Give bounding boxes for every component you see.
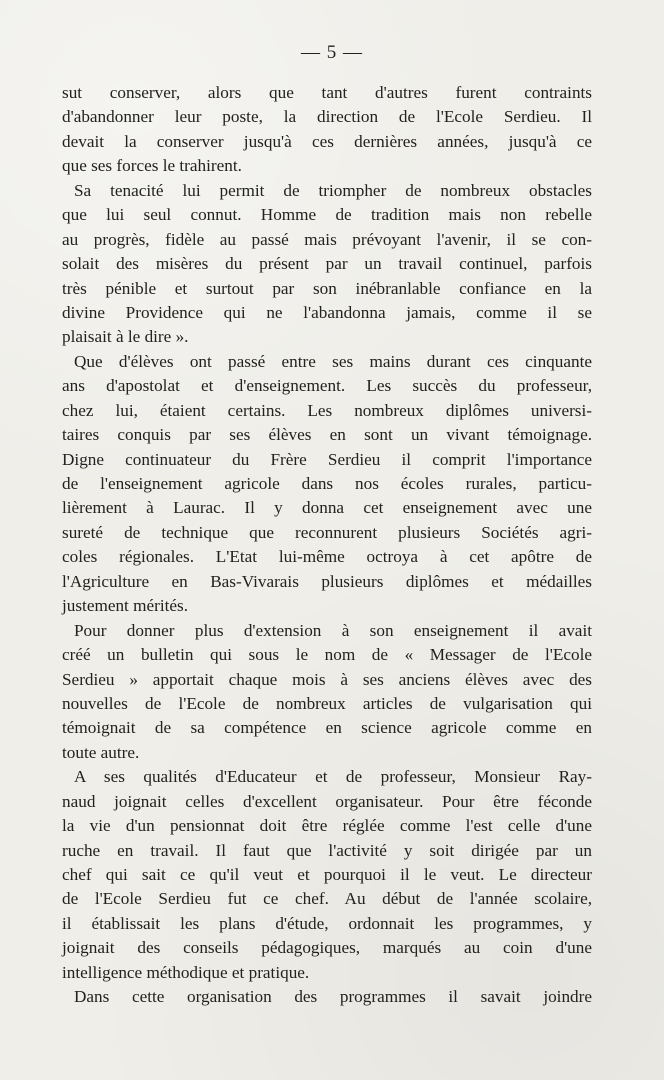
text-line: lièrement à Laurac. Il y donna cet enseignement avec une	[62, 498, 592, 518]
text-line: chef qui sait ce qu'il veut et pourquoi il le veut. Le directeur	[62, 865, 592, 884]
text-line: très pénible et surtout par son inébranlable confiance en la	[62, 278, 592, 298]
text-line: la vie d'un pensionnat doit être réglée comme l'est celle d'une	[62, 816, 592, 836]
text-line: Que d'élèves ont passé entre ses mains durant ces cinquante	[74, 351, 592, 371]
text-line: que lui seul connut. Homme de tradition mais non rebelle	[62, 205, 592, 225]
text-line: Digne continuateur du Frère Serdieu il comprit l'importance	[62, 449, 592, 469]
text-line: l'Agriculture en Bas-Vivarais plusieurs diplômes et médailles	[62, 571, 592, 591]
text-line: ans d'apostolat et d'enseignement. Les succès du professeur,	[62, 376, 592, 396]
text-line: Pour donner plus d'extension à son enseignement il avait	[74, 620, 592, 640]
body-text	[62, 81, 592, 1010]
text-line: témoignait de sa compétence en science agricole comme en	[62, 718, 592, 738]
text-line: il établissait les plans d'étude, ordonnait les programmes, y	[62, 913, 592, 933]
text-line: Dans cette organisation des programmes il savait joindre	[74, 987, 592, 1007]
text-line: A ses qualités d'Educateur et de professeur, Monsieur Ray-	[74, 767, 592, 787]
text-line: Sa tenacité lui permit de triompher de nombreux obstacles	[74, 180, 592, 200]
text-line: Serdieu » apportait chaque mois à ses anciens élèves avec des	[62, 669, 592, 689]
text-line: sureté de technique que reconnurent plusieurs Sociétés agri-	[62, 522, 592, 542]
text-line: divine Providence qui ne l'abandonna jamais, comme il se	[62, 302, 592, 322]
text-line: nouvelles de l'Ecole de nombreux articles de vulgarisation qui	[62, 693, 592, 713]
text-line: intelligence méthodique et pratique.	[62, 962, 310, 982]
text-line: que ses forces le trahirent.	[62, 156, 242, 176]
text-line: sut conserver, alors que tant d'autres furent contraints	[62, 83, 592, 102]
text-line: d'abandonner leur poste, la direction de l'Ecole Serdieu. Il	[62, 107, 592, 127]
text-line: toute autre.	[62, 742, 140, 762]
text-line: coles régionales. L'Etat lui-même octroya à cet apôtre de	[62, 547, 592, 567]
text-line: au progrès, fidèle au passé mais prévoyant l'avenir, il se con-	[62, 229, 592, 249]
text-line: devait la conserver jusqu'à ces dernières années, jusqu'à ce	[62, 131, 592, 151]
text-line: ruche en travail. Il faut que l'activité y soit dirigée par un	[62, 840, 592, 860]
text-line: taires conquis par ses élèves en sont un vivant témoignage.	[62, 425, 592, 445]
text-line: justement mérités.	[62, 596, 189, 616]
text-line: joignait des conseils pédagogiques, marqués au coin d'une	[62, 938, 592, 958]
text-line: chez lui, étaient certains. Les nombreux diplômes universi-	[62, 400, 592, 420]
text-line: naud joignait celles d'excellent organisateur. Pour être féconde	[62, 791, 592, 811]
page-number: — 5 —	[301, 42, 363, 63]
text-line: de l'enseignement agricole dans nos écoles rurales, particu-	[62, 474, 592, 493]
text-line: de l'Ecole Serdieu fut ce chef. Au début de l'année scolaire,	[62, 889, 592, 909]
text-line: solait des misères du présent par un travail continuel, parfois	[62, 254, 592, 274]
text-line: créé un bulletin qui sous le nom de « Messager de l'Ecole	[62, 645, 592, 665]
text-line: plaisait à le dire ».	[62, 327, 189, 347]
